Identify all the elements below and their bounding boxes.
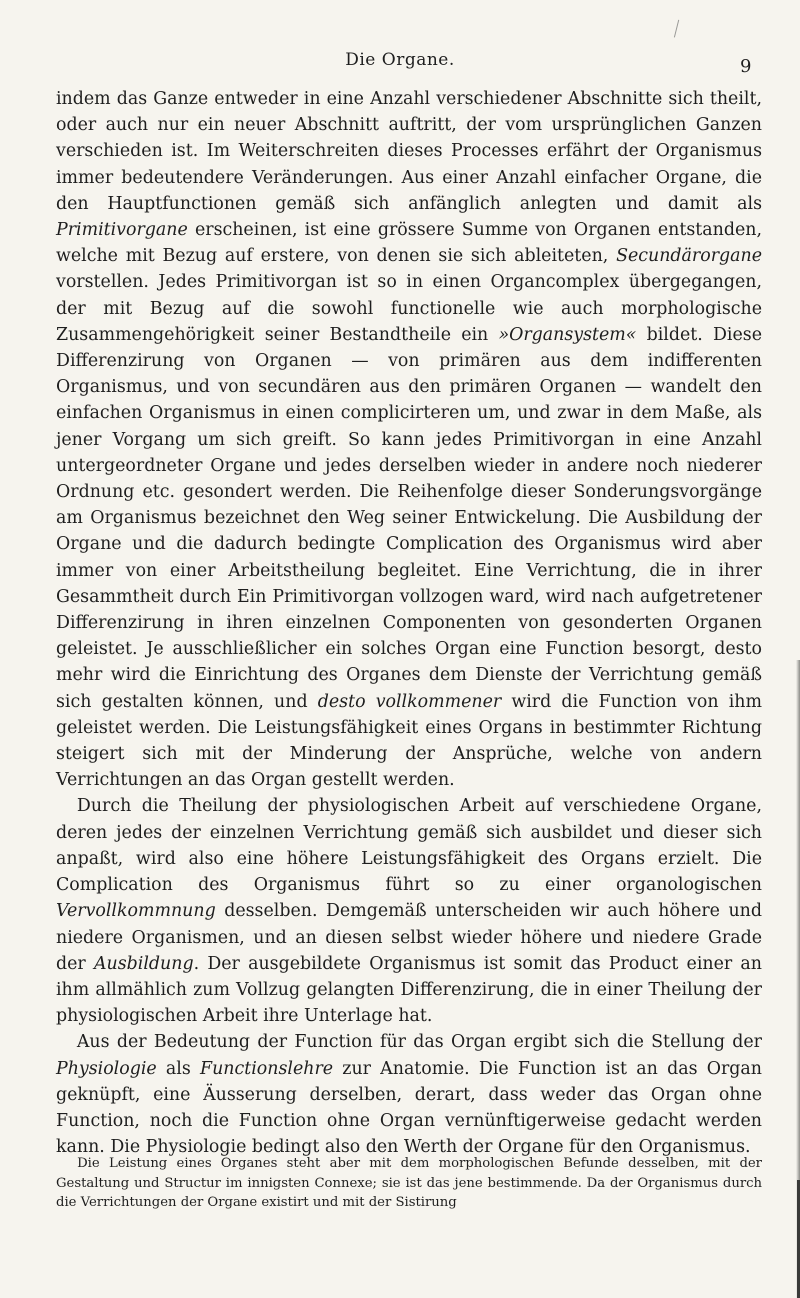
- page-header: [0, 50, 800, 80]
- paragraph-3: [56, 1029, 762, 1160]
- emphasis-organsystem: »Organsystem«: [498, 324, 637, 345]
- text-run: zur Anatomie. Die Function ist an das Organ geknüpft, eine Äusserung derselben, derart, dass weder das Organ ohne Function, noch die Function ohne Organ vernünftigerweise gedacht werden kann. Die Physiologie bedingt also den Werth der Organe für den Organismus.: [56, 1058, 762, 1158]
- emphasis-ausbildung: Ausbildung: [93, 953, 194, 974]
- emphasis-primitivorgane: Primitivorgane: [56, 220, 188, 241]
- page-number: 9: [740, 56, 752, 77]
- text-run: als: [156, 1058, 201, 1079]
- paragraph-2: [56, 793, 762, 1029]
- emphasis-functionslehre: Functionslehre: [200, 1058, 334, 1079]
- emphasis-vervollkommnung: Vervollkommnung: [56, 901, 216, 922]
- running-title: Die Organe.: [345, 50, 455, 70]
- text-run: erscheinen, ist eine grössere Summe von Organen entstanden, welche mit Bezug auf erstere, von denen sie sich ableiteten,: [56, 220, 762, 267]
- text-run: . Der ausgebildete Organismus ist somit das Product einer an ihm allmählich zum Vollzug gelangten Differenzirung, die in einer Theilung der physiologischen Arbeit ihre Unterlage hat.: [56, 953, 762, 1027]
- footnote-text: Die Leistung eines Organes steht aber mit dem morphologischen Befunde desselben, mit der Gestaltung und Structur im innigsten Connexe; sie ist das jene bestimmende. Da der Organismus durch die Verrichtungen der Organe existirt und mit der Sistirung: [56, 1156, 762, 1211]
- text-run: wird die Function von ihm geleistet werden. Die Leistungsfähigkeit eines Organs in bestimmter Richtung steigert sich mit der Minderung der Ansprüche, welche von andern Verrichtungen an das Organ gestellt werden.: [56, 691, 762, 791]
- text-run: vorstellen. Jedes Primitivorgan ist so in einen Organcomplex übergegangen, der mit Bezug auf die sowohl functionelle wie auch morphologische Zusammengehörigkeit seiner Bestandtheile ein: [56, 272, 762, 345]
- text-run: bildet. Diese Differenzirung von Organen — von primären aus dem indifferenten Organismus, und von secundären aus den primären Organen — wandelt den einfachen Organismus in einen complicirteren um, und zwar in dem Maße, als jener Vorgang um sich greift. So kann jedes Primitivorgan in eine Anzahl untergeordneter Organe und jedes derselben wieder in andere noch niederer Ordnung etc. gesondert werden. Die Reihenfolge dieser Sonderungsvorgänge am Organismus bezeichnet den Weg seiner Entwickelung. Die Ausbildung der Organe und die dadurch bedingte Complication des Organismus wird aber immer von einer Arbeitstheilung begleitet. Eine Verrichtung, die in ihrer Gesammtheit durch Ein Primitivorgan vollzogen ward, wird nach aufgetretener Differenzirung in ihren einzelnen Componenten von gesonderten Organen geleistet. Je ausschließlicher ein solches Organ eine Function besorgt, desto mehr wird die Einrichtung des Organes dem Dienste der Verrichtung gemäß sich gestalten können, und: [56, 324, 762, 712]
- text-run: indem das Ganze entweder in eine Anzahl verschiedener Abschnitte sich theilt, oder auch nur ein neuer Abschnitt auftritt, der vom ursprünglichen Ganzen verschieden ist. Im Weiterschreiten dieses Processes erfährt der Organismus immer bedeutendere Veränderungen. Aus einer Anzahl einfacher Organe, die den Hauptfunctionen gemäß sich anfänglich anlegten und damit als: [56, 89, 762, 214]
- body-text: [56, 86, 762, 1160]
- emphasis-secundaerorgane: Secundärorgane: [616, 246, 762, 267]
- page-mark: [674, 20, 682, 38]
- footnote: [56, 1154, 762, 1213]
- text-run: Durch die Theilung der physiologischen Arbeit auf verschiedene Organe, deren jedes der einzelnen Verrichtung gemäß sich ausbildet und dieser sich anpaßt, wird also eine höhere Leistungsfähigkeit des Organs erzielt. Die Complication des Organismus führt so zu einer organologischen: [56, 796, 762, 896]
- emphasis-physiologie: Physiologie: [56, 1058, 157, 1079]
- text-run: Aus der Bedeutung der Function für das Organ ergibt sich die Stellung der: [76, 1032, 762, 1053]
- text-run: desselben. Demgemäß unterscheiden wir auch höhere und niedere Organismen, und an diesen selbst wieder höhere und niedere Grade der: [56, 901, 762, 974]
- paragraph-1: [56, 86, 762, 793]
- emphasis-vollkommener: desto vollkommener: [317, 691, 502, 712]
